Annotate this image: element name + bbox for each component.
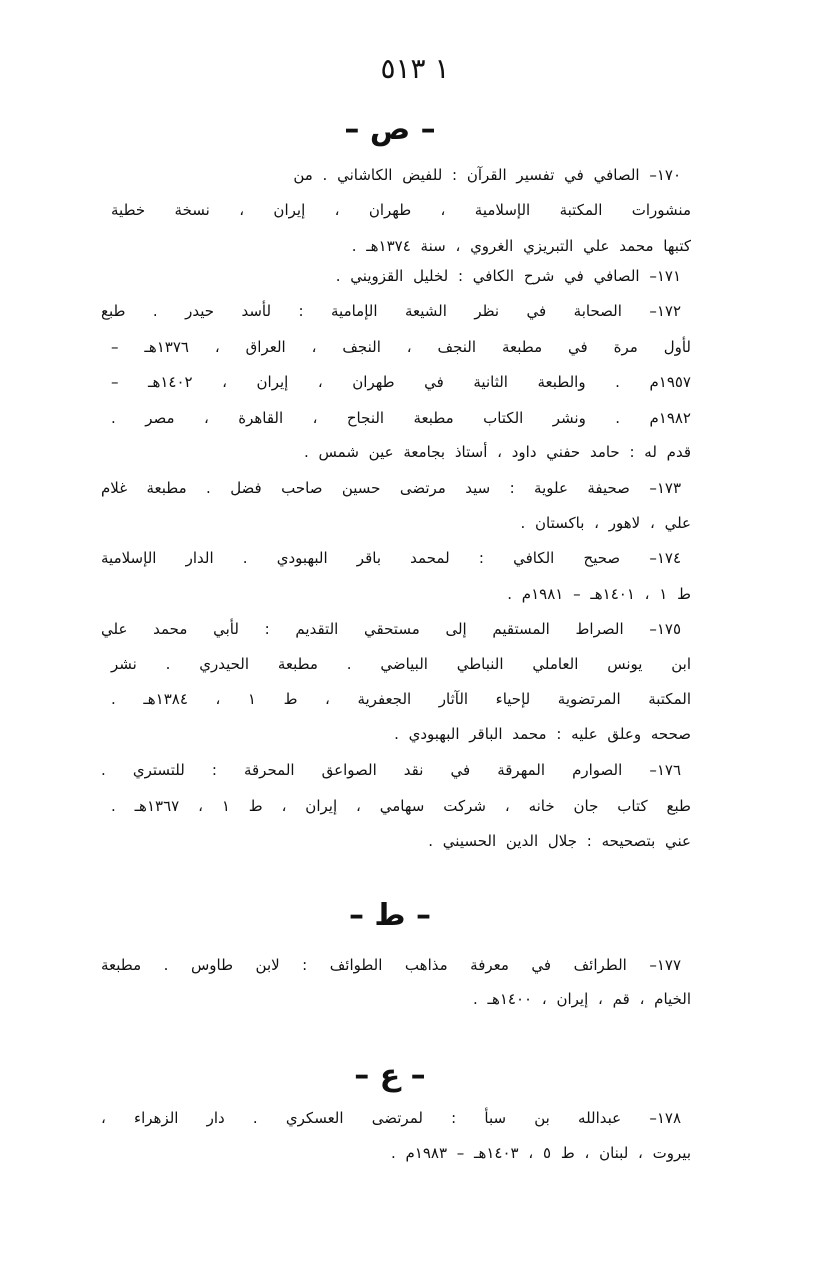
section-heading-sad: – ص –: [344, 112, 436, 147]
entry-line: ١٩٥٧م . والطبعة الثانية في طهران ، إيران ، ١٤٠٢هـ –: [111, 373, 691, 391]
entry-line: ط ١ ، ١٤٠١هـ – ١٩٨١م .: [507, 585, 691, 603]
entry-line: ١٧٨– عبدالله بن سبأ : لمرتضى العسكري . دار الزهراء ،: [101, 1109, 681, 1127]
entry-line: طبع كتاب جان خانه ، شركت سهامي ، إيران ، ط ١ ، ١٣٦٧هـ .: [111, 797, 691, 815]
entry-line: ١٧٣– صحيفة علوية : سيد مرتضى حسين صاحب فضل . مطبعة غلام: [101, 479, 681, 497]
entry-line: عني بتصحيحه : جلال الدين الحسيني .: [428, 832, 691, 850]
entry-line: كتبها محمد علي التبريزي الغروي ، سنة ١٣٧٤هـ .: [351, 237, 691, 255]
entry-line: ١٧٢– الصحابة في نظر الشيعة الإمامية : لأسد حيدر . طبع: [101, 302, 681, 320]
entry-line: ١٧٦– الصوارم المهرقة في نقد الصواعق المحرقة : للتستري .: [101, 761, 681, 779]
entry-line: بيروت ، لبنان ، ط ٥ ، ١٤٠٣هـ – ١٩٨٣م .: [390, 1144, 691, 1162]
entry-line: ١٧٧– الطرائف في معرفة مذاهب الطوائف : لابن طاوس . مطبعة: [101, 956, 681, 974]
entry-line: منشورات المكتبة الإسلامية ، طهران ، إيران ، نسخة خطية: [111, 201, 691, 219]
entry-line: قدم له : حامد حفني داود ، أستاذ بجامعة عين شمس .: [304, 443, 691, 461]
entry-line: ١٧٤– صحيح الكافي : لمحمد باقر البهبودي . الدار الإسلامية: [101, 549, 681, 567]
entry-line: المكتبة المرتضوية لإحياء الآثار الجعفرية ، ط ١ ، ١٣٨٤هـ .: [111, 690, 692, 708]
entry-line: ١٧٥– الصراط المستقيم إلى مستحقي التقديم : لأبي محمد علي: [101, 620, 681, 638]
section-heading-ta: – ط –: [348, 898, 432, 933]
entry-line: علي ، لاهور ، باكستان .: [520, 514, 691, 532]
entry-line: صححه وعلق عليه : محمد الباقر البهبودي .: [394, 725, 691, 743]
entry-line: ١٧١– الصافي في شرح الكافي : لخليل القزويني .: [335, 267, 681, 285]
entry-line: ١٧٠– الصافي في تفسير القرآن : للفيض الكاشاني . من: [293, 166, 681, 184]
entry-line: الخيام ، قم ، إيران ، ١٤٠٠هـ .: [473, 990, 691, 1008]
page-number: ١ ٥١٣: [380, 52, 450, 85]
section-heading-ayn: – ع –: [354, 1058, 426, 1093]
entry-line: لأول مرة في مطبعة النجف ، النجف ، العراق ، ١٣٧٦هـ –: [111, 338, 691, 356]
entry-line: ابن يونس العاملي النباطي البياضي . مطبعة الحيدري . نشر: [111, 655, 691, 673]
entry-line: ١٩٨٢م . ونشر الكتاب مطبعة النجاح ، القاهرة ، مصر .: [111, 409, 691, 427]
